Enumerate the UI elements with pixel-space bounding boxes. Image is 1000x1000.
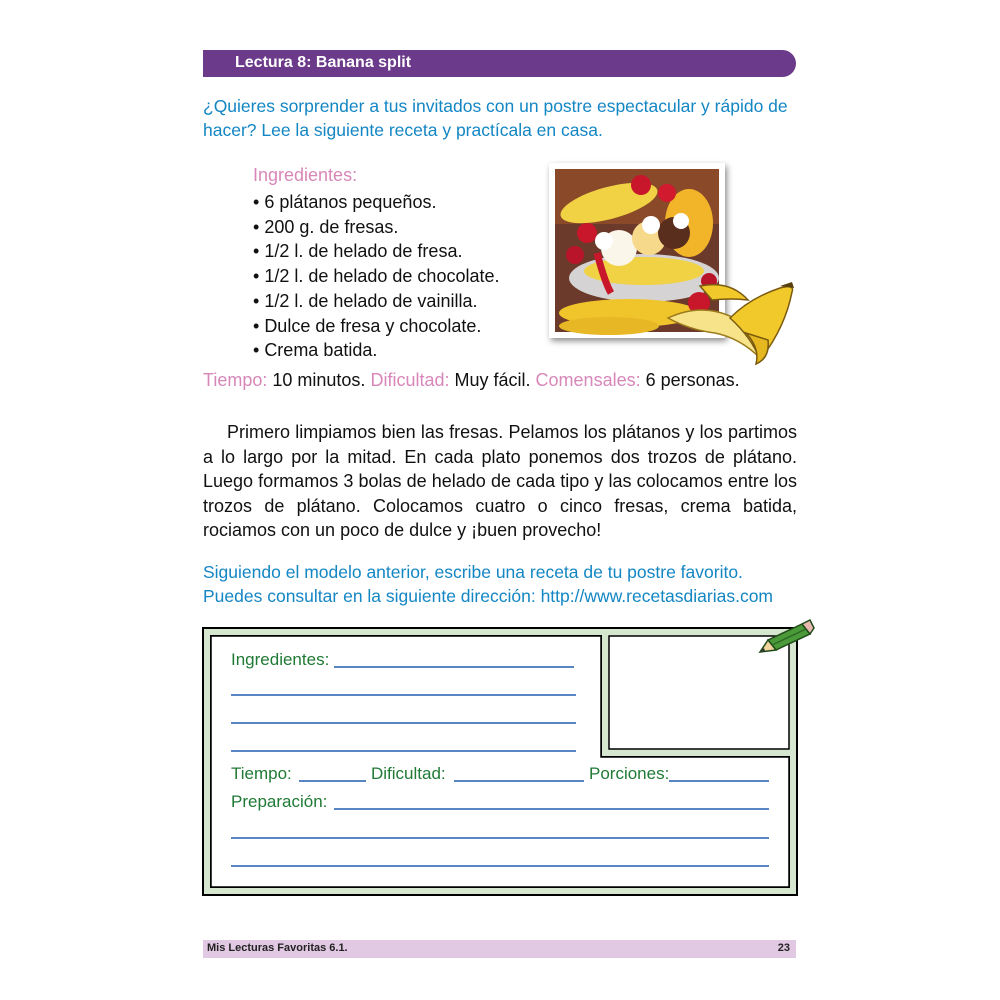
instruction-text: Siguiendo el modelo anterior, escribe una receta de tu postre favorito. Puedes consultar en la siguiente dirección: http://www.recetasdiarias.com [203, 562, 774, 606]
form-time-label: Tiempo: [231, 764, 292, 783]
servings-value: 6 personas. [645, 370, 740, 390]
list-item: • Dulce de fresa y chocolate. [253, 314, 500, 339]
page-number: 23 [777, 942, 790, 954]
time-label: Tiempo: [203, 370, 268, 390]
time-value: 10 minutos. [272, 370, 366, 390]
difficulty-label: Dificultad: [370, 370, 450, 390]
ingredients-heading: Ingredientes: [253, 165, 358, 185]
form-ingredients-label: Ingredientes: [231, 650, 330, 669]
difficulty-value: Muy fácil. [454, 370, 531, 390]
servings-label: Comensales: [535, 370, 641, 390]
intro-text: ¿Quieres sorprender a tus invitados con un postre espectacular y rápido de hacer? Lee la siguiente receta y practícala en casa. [203, 96, 788, 140]
form-difficulty-label: Dificultad: [371, 764, 446, 783]
list-item: • 1/2 l. de helado de fresa. [253, 239, 500, 264]
footer-bar [203, 940, 796, 958]
list-item: • 6 plátanos pequeños. [253, 190, 500, 215]
page-title: Lectura 8: Banana split [235, 54, 412, 71]
footer-book-title: Mis Lecturas Favoritas 6.1. [207, 942, 348, 954]
list-item: • Crema batida. [253, 338, 500, 363]
list-item: • 200 g. de fresas. [253, 215, 500, 240]
list-item: • 1/2 l. de helado de vainilla. [253, 289, 500, 314]
body-text: Primero limpiamos bien las fresas. Pelamos los plátanos y los partimos a lo largo por la mitad. En cada plato ponemos dos trozos de plátano. Luego formamos 3 bolas de helado de cada tipo y las colocamos entre los trozos de plátano. Colocamos cuatro o cinco fresas, crema batida, rociamos con un poco de dulce y ¡buen provecho! [203, 422, 797, 540]
form-portions-label: Porciones: [589, 764, 670, 783]
pencil-icon [756, 618, 816, 663]
list-item: • 1/2 l. de helado de chocolate. [253, 264, 500, 289]
form-preparation-label: Preparación: [231, 792, 328, 811]
